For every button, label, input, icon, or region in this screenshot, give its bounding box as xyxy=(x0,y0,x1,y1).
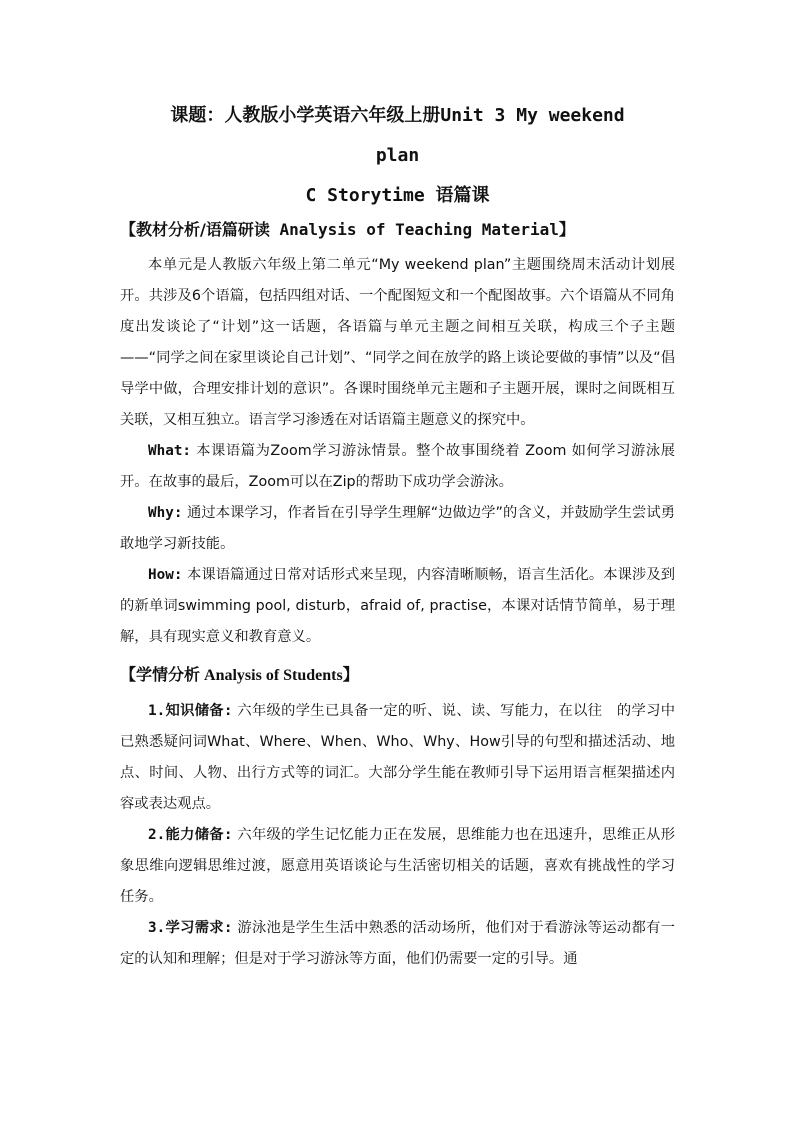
ability-text: 六年级的学生记忆能力正在发展，思维能力也在迅速升，思维正从形象思维向逻辑思维过渡，愿意用英语谈论与生活密切相关的话题，喜欢有挑战性的学习任务。 xyxy=(120,827,675,905)
why-text: 通过本课学习，作者旨在引导学生理解“边做边学”的含义，并鼓励学生尝试勇敢地学习新技能。 xyxy=(120,505,675,552)
needs-text: 游泳池是学生生活中熟悉的活动场所，他们对于看游泳等运动都有一定的认知和理解；但是对于学习游泳等方面，他们仍需要一定的引导。通 xyxy=(120,920,675,967)
why-label: Why: xyxy=(148,505,183,521)
heading-end: 】 xyxy=(558,220,575,239)
how-label: How: xyxy=(148,567,183,583)
heading-en: Analysis of Students xyxy=(200,667,343,684)
what-text: 本课语篇为Zoom学习游泳情景。整个故事围绕着 Zoom 如何学习游泳展开。在故事的最后，Zoom可以在Zip的帮助下成功学会游泳。 xyxy=(120,443,675,490)
section-heading-material-analysis xyxy=(120,216,675,244)
analysis-intro-paragraph: 本单元是人教版六年级上第二单元“My weekend plan”主题围绕周末活动计划展开。共涉及6个语篇，包括四组对话、一个配图短文和一个配图故事。六个语篇从不同角度出发谈论了“计划”这一话题，各语篇与单元主题之间相互关联，构成三个子主题——“同学之间在家里谈论自己计划”、“同学之间在放学的路上谈论要做的事情”以及“倡导学中做，合理安排计划的意识”。各课时围绕单元主题和子主题开展，课时之间既相互关联，又相互独立。语言学习渗透在对话语篇主题意义的探究中。 xyxy=(120,257,675,428)
lesson-subtitle: C Storytime 语篇课 xyxy=(305,185,490,206)
knowledge-text: 六年级的学生已具备一定的听、说、读、写能力，在以往 的学习中已熟悉疑问词What、Where、When、Who、Why、How引导的句型和描述活动、地点、时间、人物、出行方式等的词汇。大部分学生能在教师引导下运用语言框架描述内容或表达观点。 xyxy=(120,703,675,812)
lesson-title-line2: plan xyxy=(375,145,420,166)
heading-zh: 【教材分析/语篇研读 xyxy=(120,220,270,239)
knowledge-paragraph xyxy=(120,696,675,820)
section-heading-student-analysis xyxy=(120,661,675,690)
knowledge-label: 1.知识储备: xyxy=(148,703,233,719)
what-paragraph xyxy=(120,436,675,498)
heading-en: Analysis of Teaching Material xyxy=(269,220,559,239)
how-text: 本课语篇通过日常对话形式来呈现，内容清晰顺畅，语言生活化。本课涉及到的新单词swimming pool, disturb，afraid of, practise，本课对话情节简单，易于理解，具有现实意义和教育意义。 xyxy=(120,567,675,645)
how-paragraph xyxy=(120,560,675,653)
lesson-title-line1: 课题：人教版小学英语六年级上册Unit 3 My weekend xyxy=(170,105,625,126)
ability-label: 2.能力储备: xyxy=(148,827,233,843)
needs-label: 3.学习需求: xyxy=(148,920,233,936)
why-paragraph xyxy=(120,498,675,560)
heading-end: 】 xyxy=(342,665,359,684)
needs-paragraph xyxy=(120,913,675,975)
ability-paragraph xyxy=(120,820,675,913)
document-page xyxy=(120,96,675,975)
what-label: What: xyxy=(148,443,192,459)
heading-zh: 【学情分析 xyxy=(120,665,201,684)
